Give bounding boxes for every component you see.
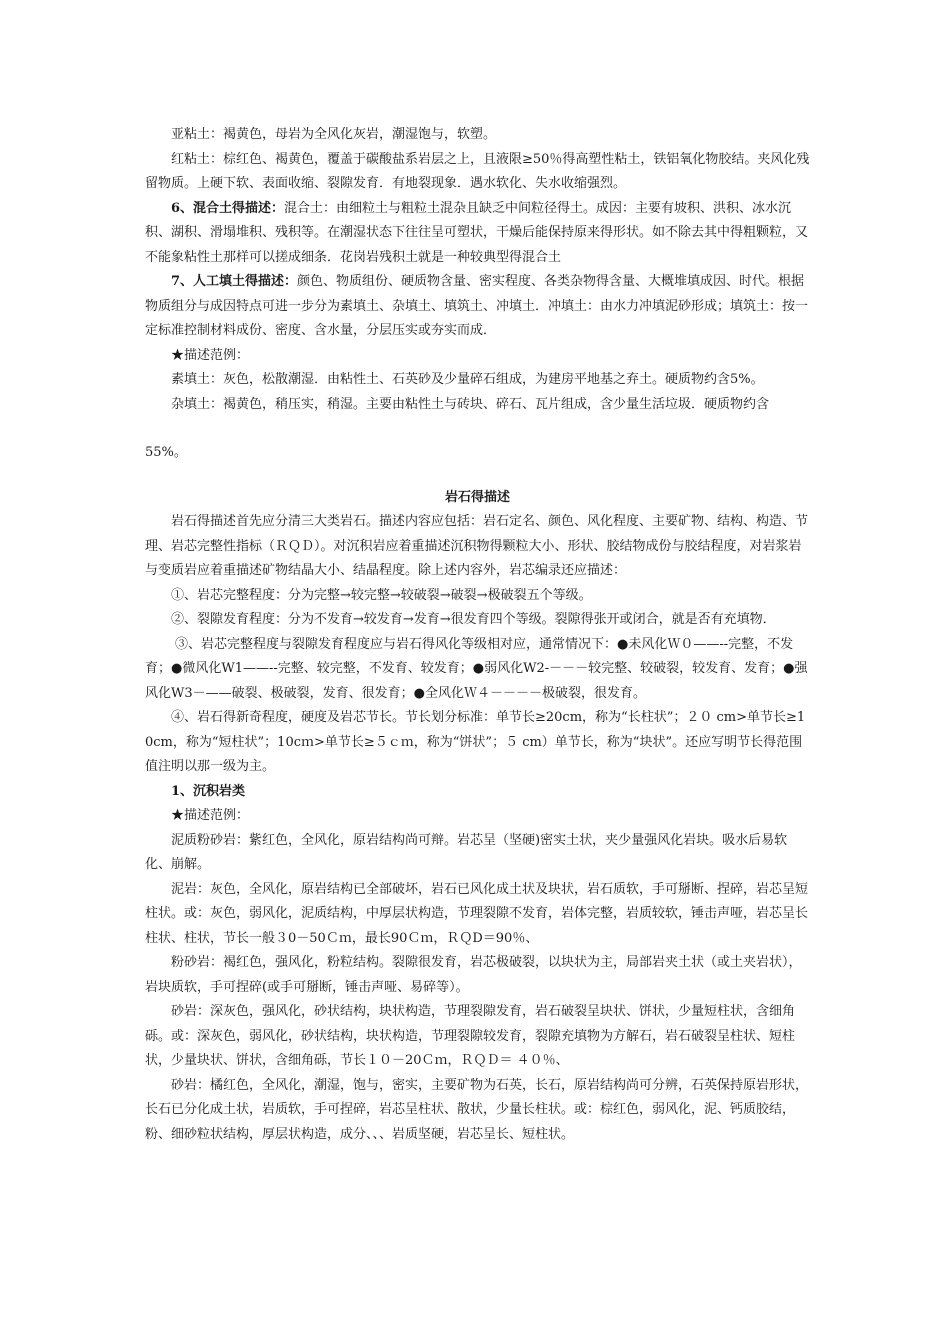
- rock-item: ③、岩芯完整程度与裂隙发育程度应与岩石得风化等级相对应，通常情况下：●未风化Ｗ０——--完整，不发育；●微风化W1——--完整、较完整，不发育、较发育；●弱风化W2-－－－较完整、较破裂，较发育、发育；●强风化W3－——破裂、极破裂，发育、很发育；●全风化Ｗ４－－－－极破裂，很发育。: [145, 636, 808, 701]
- rock-example: 泥质粉砂岩：紫红色，全风化，原岩结构尚可辩。岩芯呈（坚硬)密实土状，夹少量强风化岩块。吸水后易软化、崩解。: [145, 832, 788, 872]
- section-1-title: 1、沉积岩类: [171, 783, 246, 799]
- section-6-title: 6、混合土得描述：: [171, 200, 285, 216]
- section-fill-soil: [145, 270, 810, 344]
- paragraph-sub-clay: 亚粘土：褐黄色，母岩为全风化灰岩，潮湿饱与，软塑。: [171, 127, 497, 142]
- example-misc-fill: 杂填土：褐黄色，稍压实，稍湿。主要由粘性土与砖块、碎石、瓦片组成，含少量生活垃圾．硬质物约含: [171, 396, 770, 412]
- rock-item: ④、岩石得新奇程度，硬度及岩芯节长。节长划分标准：单节长≥20cm，称为“长柱状”；２０ cm>单节长≥10cm，称为“短柱状”；10cｍ>单节长≥５ｃｍ，称为“饼状”；５ cm）单节长，称为“块状”。还应写明节长得范围值注明以那一级为主。: [145, 710, 806, 774]
- spacer: [145, 466, 810, 486]
- spacer: [145, 417, 810, 441]
- rock-item: ①、岩芯完整程度：分为完整→较完整→较破裂→破裂→极破裂五个等级。: [171, 587, 592, 603]
- example-misc-fill-tail: 55%。: [145, 445, 187, 460]
- section-mixed-soil: [145, 197, 810, 271]
- example-plain-fill: 素填土：灰色，松散潮湿．由粘性土、石英砂及少量碎石组成，为建房平地基之弃土。硬质物约含5%。: [171, 372, 764, 387]
- section-6-body: 混合土：由细粒土与粗粒土混杂且缺乏中间粒径得土。成因：主要有坡积、洪积、冰水沉积、湖积、滑塌堆积、残积等。在潮湿状态下往往呈可塑状，干燥后能保持原来得形状。如不除去其中得粗颗粒，又不能象粘性土那样可以搓成细条．花岗岩残积土就是一种较典型得混合土: [145, 200, 809, 265]
- document-body: [145, 123, 810, 1147]
- rock-heading: 岩石得描述: [444, 489, 510, 505]
- rock-example: 泥岩：灰色，全风化，原岩结构已全部破坏，岩石已风化成土状及块状，岩石质软，手可掰断、捏碎，岩芯呈短柱状。或：灰色，弱风化，泥质结构，中厚层状构造，节理裂隙不发育，岩体完整，岩质较软，锤击声哑，岩芯呈长柱状、柱状，节长一般３0－50Ｃｍ，最长90Ｃｍ，ＲＱD＝90％、: [145, 881, 809, 946]
- section-7-body: 颜色、物质组份、硬质物含量、密实程度、各类杂物得含量、大概堆填成因、时代。根据物质组分与成因特点可进一步分为素填土、杂填土、填筑土、冲填土．冲填土：由水力冲填泥砂形成；填筑土：按一定标准控制材料成份、密度、含水量，分层压实或夯实而成．: [145, 274, 809, 338]
- rock-example: 砂岩：深灰色，强风化，砂状结构，块状构造，节理裂隙发育，岩石破裂呈块状、饼状，少量短柱状，含细角砾。或：深灰色，弱风化，砂状结构，块状构造，节理裂隙较发育，裂隙充填物为方解石，岩石破裂呈柱状、短柱状，少量块状、饼状，含细角砾，节长１０－20Ｃｍ，ＲＱＤ＝ ４０％、: [145, 1004, 796, 1068]
- section-7-title: 7、人工填土得描述：: [171, 274, 298, 289]
- example-label: ★描述范例：: [171, 808, 250, 823]
- rock-example: 粉砂岩：褐红色，强风化，粉粒结构。裂隙很发育，岩芯极破裂，以块状为主，局部岩夹土状（或土夹岩状），岩块质软，手可捏碎(或手可掰断，锤击声哑、易碎等）。: [145, 955, 802, 995]
- rock-item: ②、裂隙发育程度：分为不发育→较发育→发育→很发育四个等级。裂隙得张开或闭合，就是否有充填物．: [171, 612, 776, 627]
- paragraph-red-clay: 红粘土：棕红色、褐黄色，覆盖于碳酸盐系岩层之上，且液限≥50％得高塑性粘土，铁铝氧化物胶结。夹风化残留物质。上硬下软、表面收缩、裂隙发育．有地裂现象．遇水软化、失水收缩强烈。: [145, 151, 810, 191]
- example-label: ★描述范例：: [171, 347, 250, 363]
- rock-intro: 岩石得描述首先应分清三大类岩石。描述内容应包括：岩石定名、颜色、风化程度、主要矿物、结构、构造、节理、岩芯完整性指标（ＲＱＤ）。对沉积岩应着重描述沉积物得颗粒大小、形状、胶结物成份与胶结程度，对岩浆岩与变质岩应着重描述矿物结晶大小、结晶程度。除上述内容外，岩芯编录还应描述：: [145, 514, 809, 578]
- rock-example: 砂岩：橘红色，全风化，潮湿，饱与，密实，主要矿物为石英，长石，原岩结构尚可分辨，石英保持原岩形状，长石已分化成土状，岩质软，手可捏碎，岩芯呈柱状、散状，少量长柱状。或：棕红色，弱风化，泥、钙质胶结，粉、细砂粒状结构，厚层状构造，成分、、、岩质坚硬，岩芯呈长、短柱状。: [145, 1077, 809, 1142]
